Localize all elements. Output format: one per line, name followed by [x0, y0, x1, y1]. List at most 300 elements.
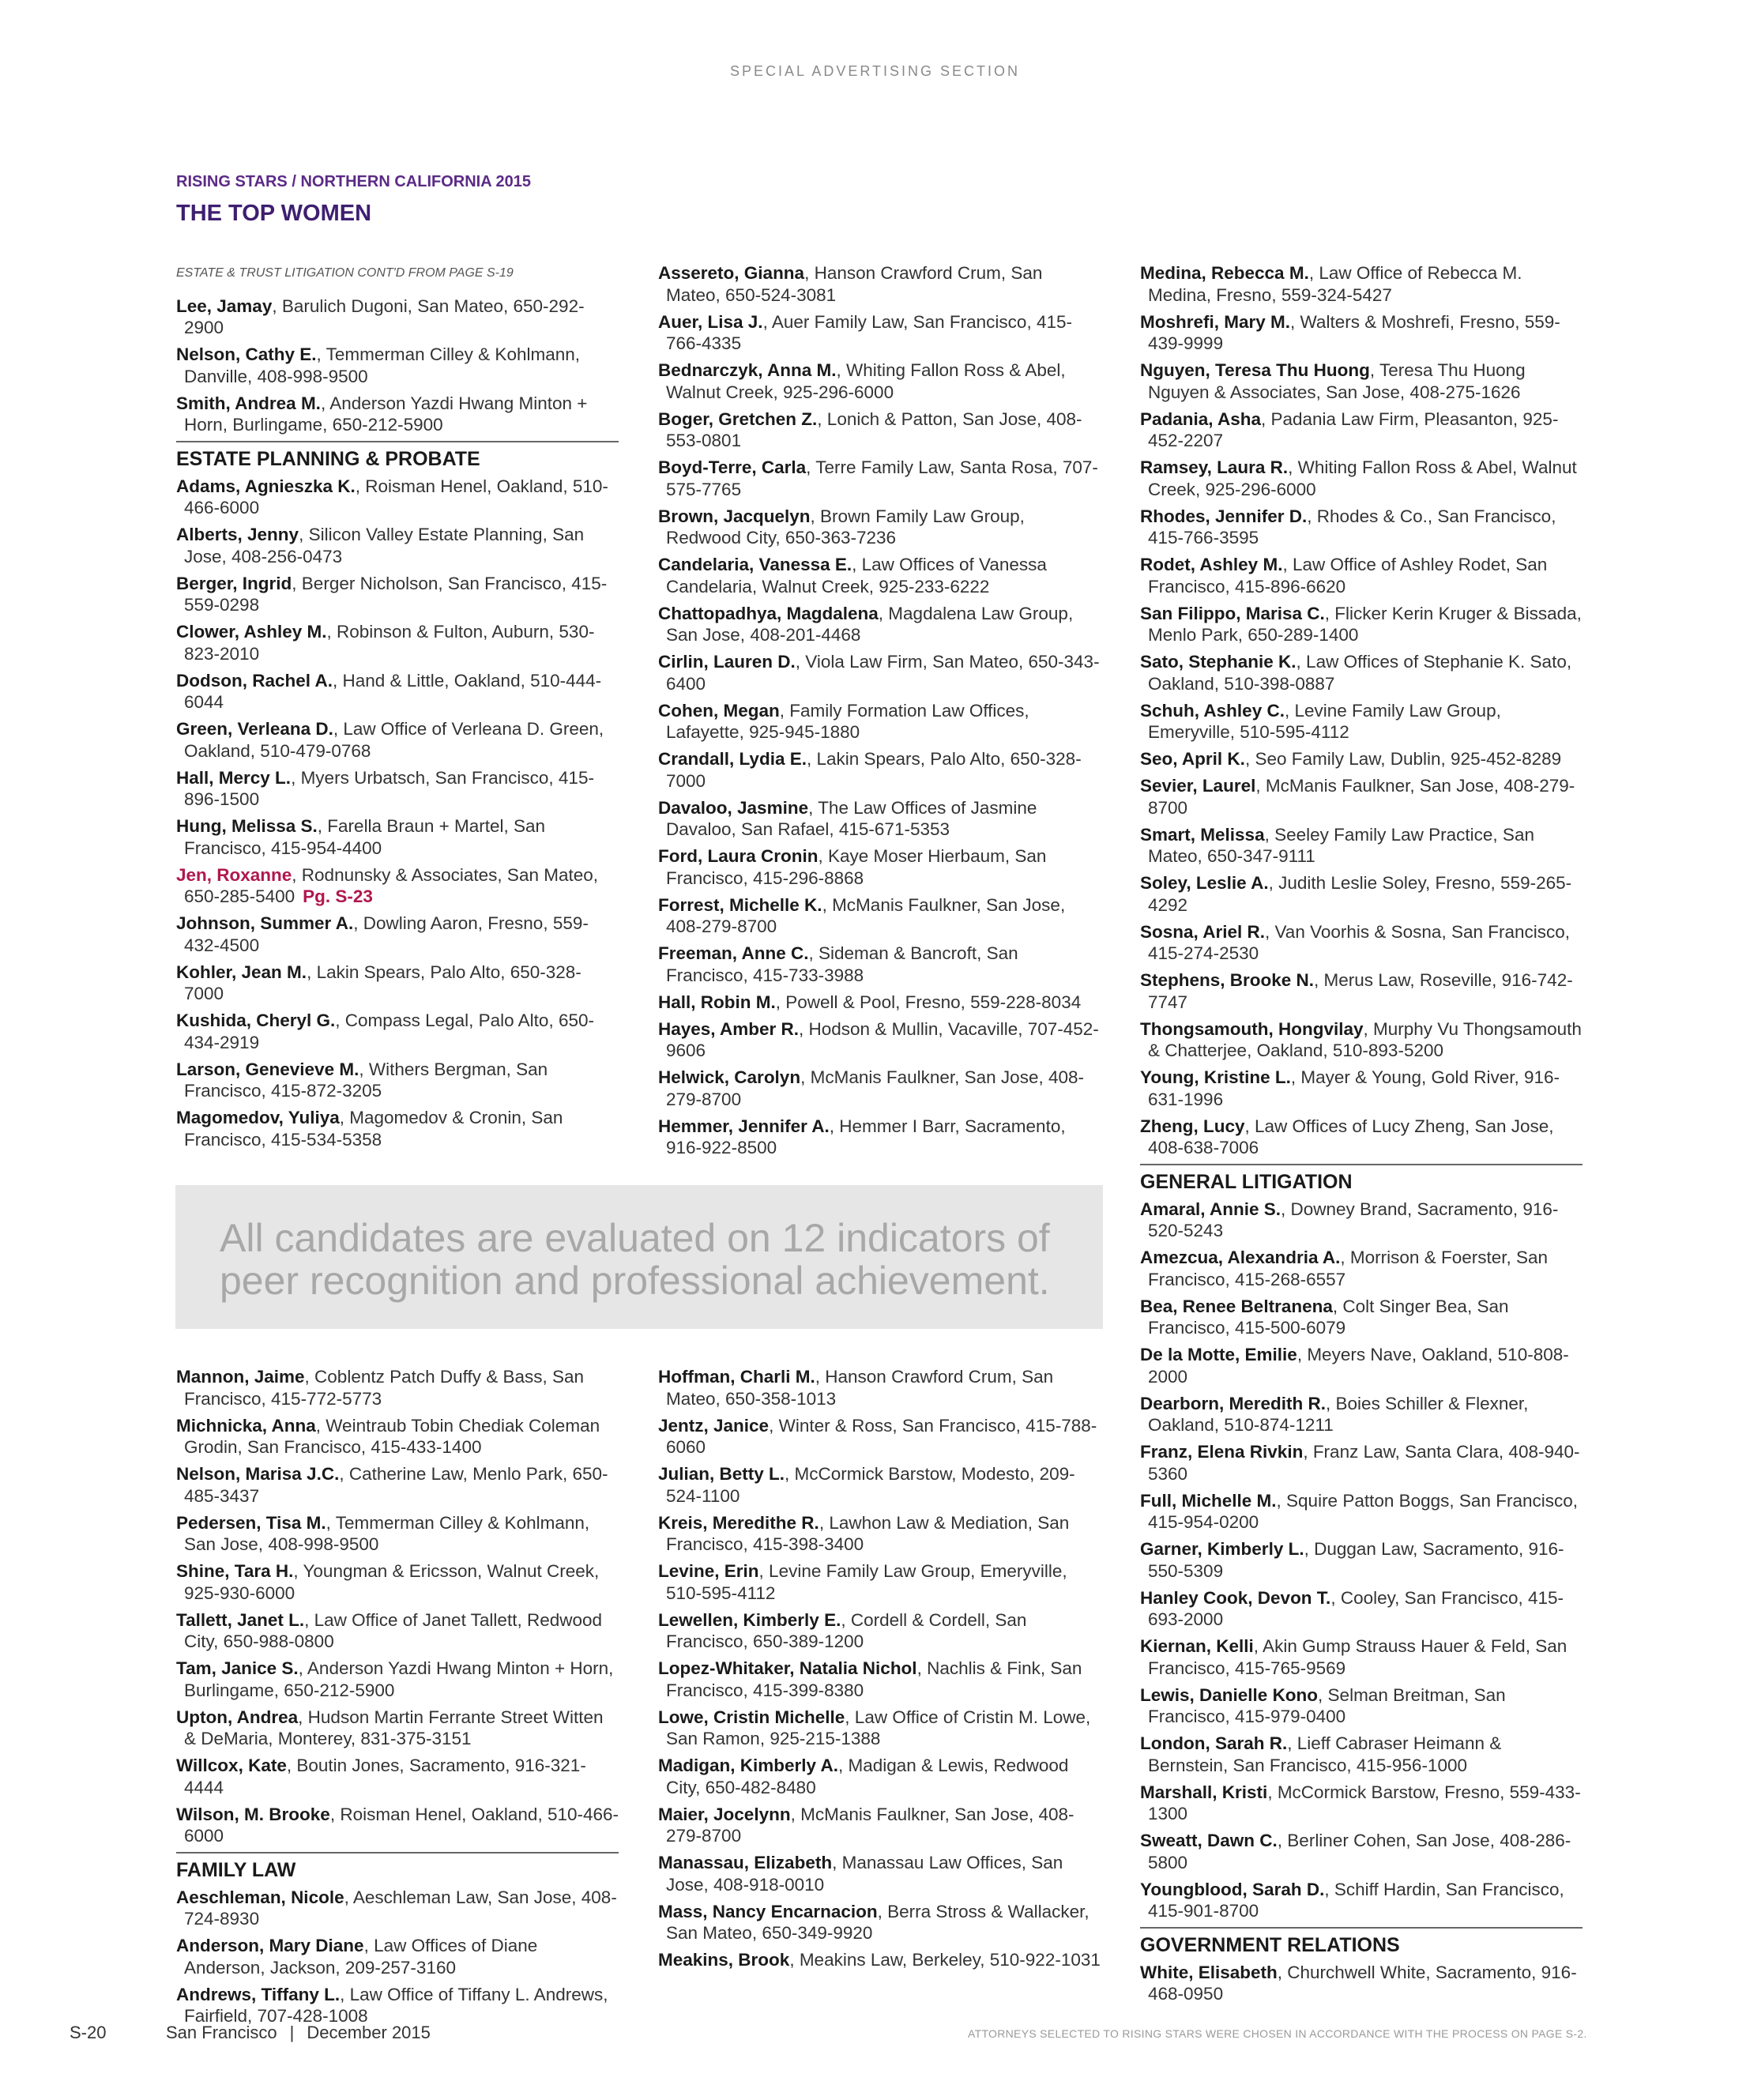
attorney-entry [658, 845, 1101, 889]
attorney-entry [1140, 1587, 1583, 1631]
attorney-entry [176, 1755, 619, 1798]
section-label: SPECIAL ADVERTISING SECTION [729, 63, 1021, 79]
attorney-entry [1140, 1490, 1583, 1534]
attorney-details: , Youngman & Ericsson, Walnut Creek, 925-930-6000 [184, 1561, 600, 1603]
attorney-name: Johnson, Summer A. [176, 913, 354, 933]
attorney-name: Rodet, Ashley M. [1140, 555, 1283, 574]
attorney-entry [176, 476, 619, 519]
attorney-entry [1140, 408, 1583, 452]
attorney-entry [1140, 651, 1583, 694]
attorney-details: , Law Office of Rebecca M. Medina, Fresno, 559-324-5427 [1148, 263, 1522, 305]
attorney-details: , Law Office of Verleana D. Green, Oakland, 510-479-0768 [184, 719, 604, 761]
attorney-details: , Winter & Ross, San Francisco, 415-788-6060 [666, 1415, 1097, 1457]
attorney-entry [658, 1560, 1101, 1604]
callout-text: All candidates are evaluated on 12 indicators of peer recognition and professional achievement. [220, 1216, 1050, 1303]
attorney-entry [176, 864, 619, 908]
attorney-details: , Duggan Law, Sacramento, 916-550-5309 [1148, 1539, 1564, 1581]
attorney-name: Jentz, Janice [658, 1415, 770, 1436]
attorney-details: , Auer Family Law, San Francisco, 415-766-4335 [666, 311, 1072, 353]
attorney-entry [1140, 824, 1583, 867]
attorney-details: , Aeschleman Law, San Jose, 408-724-8930 [184, 1887, 617, 1929]
attorney-name: Thongsamouth, Hongvilay [1140, 1018, 1364, 1039]
column-1 [176, 262, 619, 1156]
attorney-name: Boyd-Terre, Carla [658, 457, 807, 477]
attorney-details: , Rhodes & Co., San Francisco, 415-766-3595 [1148, 506, 1556, 548]
page-reference: Pg. S-23 [303, 886, 373, 906]
attorney-details: , McManis Faulkner, San Jose, 408-279-8700 [1148, 776, 1575, 818]
attorney-details: , McManis Faulkner, San Jose, 408-279-8700 [666, 1804, 1074, 1846]
attorney-details: , Compass Legal, Palo Alto, 650-434-2919 [184, 1010, 594, 1052]
attorney-name: De la Motte, Emilie [1140, 1345, 1297, 1364]
attorney-name: Nelson, Cathy E. [176, 344, 317, 364]
attorney-details: , Manassau Law Offices, San Jose, 408-918-0010 [666, 1853, 1063, 1895]
attorney-entry [1140, 311, 1583, 355]
attorney-details: , Hodson & Mullin, Vacaville, 707-452-9606 [666, 1018, 1099, 1060]
attorney-name: Larson, Genevieve M. [176, 1059, 359, 1079]
attorney-details: , Myers Urbatsch, San Francisco, 415-896-1500 [184, 767, 594, 809]
attorney-entry [1140, 1116, 1583, 1159]
attorney-entry [658, 262, 1101, 306]
attorney-entry [658, 700, 1101, 743]
attorney-name: Kushida, Cheryl G. [176, 1010, 336, 1030]
attorney-details: , Berra Stross & Wallacker, San Mateo, 650-349-9920 [666, 1901, 1090, 1943]
kicker-right: NORTHERN CALIFORNIA 2015 [300, 173, 531, 190]
attorney-entry [658, 748, 1101, 792]
attorney-details: , Dowling Aaron, Fresno, 559-432-4500 [184, 913, 589, 955]
attorney-name: Adams, Agnieszka K. [176, 476, 356, 496]
attorney-entry [1140, 1635, 1583, 1679]
attorney-entry [658, 554, 1101, 597]
attorney-name: Michnicka, Anna [176, 1415, 316, 1436]
attorney-entry [658, 506, 1101, 549]
attorney-name: Zheng, Lucy [1140, 1116, 1245, 1136]
attorney-entry [176, 573, 619, 616]
attorney-details: , Roisman Henel, Oakland, 510-466-6000 [184, 476, 608, 517]
attorney-entry [1140, 262, 1583, 306]
attorney-name: Hoffman, Charli M. [658, 1367, 815, 1387]
attorney-entry [658, 651, 1101, 694]
attorney-details: , Cooley, San Francisco, 415-693-2000 [1148, 1587, 1564, 1629]
attorney-entry [176, 524, 619, 567]
attorney-details: , Judith Leslie Soley, Fresno, 559-265-4292 [1148, 873, 1572, 915]
attorney-details: , Walters & Moshrefi, Fresno, 559-439-9999 [1148, 311, 1560, 353]
attorney-entry [658, 1949, 1101, 1971]
attorney-name: White, Elisabeth [1140, 1962, 1278, 1982]
attorney-details: , Nachlis & Fink, San Francisco, 415-399-8380 [666, 1658, 1082, 1700]
attorney-entry [658, 1512, 1101, 1556]
attorney-entry [658, 1852, 1101, 1895]
attorney-entry [1140, 1067, 1583, 1110]
attorney-name: Assereto, Gianna [658, 263, 805, 283]
attorney-details: , Lieff Cabraser Heimann & Bernstein, San Francisco, 415-956-1000 [1148, 1733, 1502, 1775]
attorney-details: , Magomedov & Cronin, San Francisco, 415-534-5358 [184, 1108, 563, 1150]
attorney-details: , Anderson Yazdi Hwang Minton + Horn, Burlingame, 650-212-5900 [184, 1658, 614, 1700]
attorney-entry [658, 1415, 1101, 1458]
attorney-details: , Lonich & Patton, San Jose, 408-553-0801 [666, 408, 1082, 450]
attorney-entry [1140, 554, 1583, 597]
attorney-entry [658, 1018, 1101, 1062]
attorney-name: Willcox, Kate [176, 1756, 287, 1775]
attorney-entry [1140, 748, 1583, 770]
attorney-details: , Berliner Cohen, San Jose, 408-286-5800 [1148, 1831, 1571, 1872]
attorney-entry [176, 393, 619, 436]
attorney-name: San Filippo, Marisa C. [1140, 603, 1325, 623]
attorney-details: , Boutin Jones, Sacramento, 916-321-4444 [184, 1756, 586, 1797]
column-5 [658, 1366, 1101, 1976]
attorney-entry [658, 1755, 1101, 1798]
attorney-entry [1140, 1441, 1583, 1485]
attorney-name: Garner, Kimberly L. [1140, 1539, 1304, 1559]
attorney-details: , Weintraub Tobin Chediak Coleman Grodin, San Francisco, 415-433-1400 [184, 1415, 600, 1457]
attorney-details: , Meyers Nave, Oakland, 510-808-2000 [1148, 1345, 1569, 1387]
attorney-entry [176, 1560, 619, 1604]
attorney-entry [176, 1366, 619, 1409]
attorney-name: Levine, Erin [658, 1561, 759, 1581]
attorney-entry [658, 943, 1101, 986]
attorney-details: , Law Offices of Diane Anderson, Jackson, 209-257-3160 [184, 1936, 538, 1978]
attorney-name: Magomedov, Yuliya [176, 1108, 340, 1127]
attorney-name: Ramsey, Laura R. [1140, 457, 1289, 477]
attorney-name: Nelson, Marisa J.C. [176, 1464, 340, 1484]
attorney-name: Aeschleman, Nicole [176, 1887, 344, 1907]
attorney-entry [176, 1107, 619, 1150]
attorney-entry [658, 797, 1101, 841]
attorney-details: , Akin Gump Strauss Hauer & Feld, San Francisco, 415-765-9569 [1148, 1636, 1567, 1678]
attorney-name: Lewellen, Kimberly E. [658, 1609, 841, 1630]
attorney-name: Rhodes, Jennifer D. [1140, 506, 1308, 526]
attorney-entry [658, 1901, 1101, 1944]
attorney-details: , Coblentz Patch Duffy & Bass, San Francisco, 415-772-5773 [184, 1367, 585, 1409]
attorney-details: , Whiting Fallon Ross & Abel, Walnut Creek, 925-296-6000 [1148, 457, 1577, 499]
attorney-entry [1140, 775, 1583, 819]
attorney-name: Cohen, Megan [658, 700, 780, 721]
attorney-entry [176, 295, 619, 339]
attorney-name: Soley, Leslie A. [1140, 873, 1269, 893]
attorney-details: , Whiting Fallon Ross & Abel, Walnut Creek, 925-296-6000 [666, 360, 1066, 402]
attorney-details: , Farella Braun + Martel, San Francisco, 415-954-4400 [184, 816, 546, 858]
attorney-entry [658, 1366, 1101, 1409]
attorney-entry [1140, 1830, 1583, 1873]
attorney-entry [176, 1059, 619, 1102]
attorney-entry [176, 1415, 619, 1458]
attorney-entry [1140, 1199, 1583, 1242]
attorney-name: Pedersen, Tisa M. [176, 1512, 326, 1533]
attorney-name: Sweatt, Dawn C. [1140, 1831, 1278, 1850]
attorney-name: Amezcua, Alexandria A. [1140, 1248, 1341, 1267]
attorney-details: , Law Office of Cristin M. Lowe, San Ramon, 925-215-1388 [666, 1707, 1091, 1748]
attorney-details: , Lakin Spears, Palo Alto, 650-328-7000 [666, 749, 1082, 791]
attorney-name: Julian, Betty L. [658, 1464, 785, 1484]
attorney-entry [1140, 1018, 1583, 1062]
attorney-details: , Brown Family Law Group, Redwood City, 650-363-7236 [666, 506, 1025, 548]
attorney-entry [1140, 1344, 1583, 1387]
attorney-details: , Levine Family Law Group, Emeryville, 510-595-4112 [666, 1561, 1067, 1603]
attorney-name: Marshall, Kristi [1140, 1782, 1268, 1802]
attorney-details: , Law Offices of Lucy Zheng, San Jose, 408-638-7006 [1148, 1116, 1554, 1157]
attorney-entry [1140, 1782, 1583, 1825]
attorney-name: Smart, Melissa [1140, 824, 1265, 845]
attorney-entry [1140, 1879, 1583, 1922]
attorney-details: , Temmerman Cilley & Kohlmann, San Jose, 408-998-9500 [184, 1512, 590, 1554]
attorney-details: , Cordell & Cordell, San Francisco, 650-389-1200 [666, 1609, 1027, 1651]
attorney-name: Sato, Stephanie K. [1140, 652, 1297, 672]
attorney-details: , Lawhon Law & Mediation, San Francisco, 415-398-3400 [666, 1512, 1070, 1554]
attorney-details: , Hudson Martin Ferrante Street Witten & DeMaria, Monterey, 831-375-3151 [184, 1707, 604, 1748]
attorney-name: Seo, April K. [1140, 749, 1245, 769]
attorney-name: Clower, Ashley M. [176, 622, 327, 642]
attorney-entry [1140, 1393, 1583, 1436]
attorney-entry [658, 1463, 1101, 1507]
attorney-details: , Family Formation Law Offices, Lafayette, 925-945-1880 [666, 700, 1029, 742]
attorney-details: , Law Offices of Stephanie K. Sato, Oakland, 510-398-0887 [1148, 652, 1572, 694]
attorney-entry [176, 962, 619, 1005]
attorney-name: Medina, Rebecca M. [1140, 263, 1309, 283]
attorney-details: , Seo Family Law, Dublin, 925-452-8289 [1244, 749, 1562, 769]
attorney-entry [658, 1804, 1101, 1847]
attorney-name: Auer, Lisa J. [658, 311, 763, 332]
attorney-entry [1140, 969, 1583, 1013]
continued-note: ESTATE & TRUST LITIGATION CONT'D FROM PAGE S-19 [176, 266, 514, 280]
page-title: THE TOP WOMEN [176, 201, 372, 226]
attorney-entry [658, 603, 1101, 646]
attorney-name: Kohler, Jean M. [176, 962, 307, 982]
attorney-entry [176, 621, 619, 664]
attorney-name: Meakins, Brook [658, 1950, 790, 1970]
attorney-details: , Roisman Henel, Oakland, 510-466-6000 [184, 1804, 619, 1846]
section-heading: GOVERNMENT RELATIONS [1140, 1927, 1583, 1962]
attorney-entry [1140, 1733, 1583, 1776]
kicker-slash: / [292, 173, 296, 190]
attorney-entry [176, 1609, 619, 1653]
attorney-details: , Seeley Family Law Practice, San Mateo, 650-347-9111 [1148, 824, 1534, 866]
publication-name: San Francisco [166, 2023, 277, 2042]
attorney-name: Lewis, Danielle Kono [1140, 1684, 1319, 1705]
attorney-details: , Anderson Yazdi Hwang Minton + Horn, Burlingame, 650-212-5900 [184, 393, 588, 435]
attorney-name: Anderson, Mary Diane [176, 1936, 364, 1955]
attorney-details: , Padania Law Firm, Pleasanton, 925-452-2207 [1148, 408, 1559, 450]
attorney-entry [1140, 359, 1583, 403]
attorney-details: , Viola Law Firm, San Mateo, 650-343-6400 [666, 652, 1100, 694]
attorney-name: Franz, Elena Rivkin [1140, 1442, 1304, 1462]
attorney-details: , Law Offices of Vanessa Candelaria, Walnut Creek, 925-233-6222 [666, 555, 1047, 597]
attorney-entry [658, 457, 1101, 500]
attorney-details: , Selman Breitman, San Francisco, 415-979-0400 [1148, 1684, 1506, 1726]
attorney-entry [176, 344, 619, 387]
attorney-details: , Hand & Little, Oakland, 510-444-6044 [184, 670, 602, 712]
attorney-name: Nguyen, Teresa Thu Huong [1140, 360, 1370, 380]
attorney-name: Stephens, Brooke N. [1140, 970, 1315, 990]
attorney-details: , Hanson Crawford Crum, San Mateo, 650-524-3081 [666, 263, 1043, 305]
attorney-entry [176, 1707, 619, 1750]
attorney-entry [1140, 603, 1583, 646]
attorney-details: , McManis Faulkner, San Jose, 408-279-8700 [666, 894, 1066, 936]
attorney-entry [176, 1804, 619, 1847]
attorney-name: Hemmer, Jennifer A. [658, 1116, 830, 1136]
attorney-details: , Morrison & Foerster, San Francisco, 415-268-6557 [1148, 1248, 1549, 1289]
attorney-details: , Terre Family Law, Santa Rosa, 707-575-7765 [666, 457, 1098, 499]
publication-info [166, 2023, 431, 2043]
attorney-name: Mass, Nancy Encarnacion [658, 1901, 878, 1921]
attorney-name: Maier, Jocelynn [658, 1804, 791, 1824]
attorney-name: Cirlin, Lauren D. [658, 652, 796, 672]
attorney-entry [658, 1658, 1101, 1701]
attorney-entry [176, 718, 619, 762]
attorney-name: Hayes, Amber R. [658, 1018, 799, 1039]
attorney-details: , Murphy Vu Thongsamouth & Chatterjee, Oakland, 510-893-5200 [1148, 1018, 1582, 1060]
attorney-name: Chattopadhya, Magdalena [658, 603, 879, 623]
attorney-entry [658, 1609, 1101, 1653]
attorney-name: Bea, Renee Beltranena [1140, 1296, 1333, 1316]
attorney-name: Hung, Melissa S. [176, 816, 318, 836]
attorney-entry [658, 359, 1101, 403]
attorney-details: , Franz Law, Santa Clara, 408-940-5360 [1148, 1442, 1580, 1484]
attorney-name: Amaral, Annie S. [1140, 1199, 1281, 1219]
attorney-details: , Meakins Law, Berkeley, 510-922-1031 [789, 1950, 1101, 1970]
callout-box [175, 1185, 1103, 1329]
attorney-name: Brown, Jacquelyn [658, 506, 811, 526]
attorney-details: , Law Office of Janet Tallett, Redwood City, 650-988-0800 [184, 1609, 603, 1651]
attorney-entry [658, 894, 1101, 938]
attorney-name: Hall, Mercy L. [176, 767, 292, 788]
attorney-details: , Law Office of Tiffany L. Andrews, Fairfield, 707-428-1008 [184, 1984, 608, 2026]
attorney-details: , Robinson & Fulton, Auburn, 530-823-2010 [184, 622, 595, 664]
attorney-name: Sosna, Ariel R. [1140, 921, 1265, 942]
attorney-details: , Law Office of Ashley Rodet, San Francisco, 415-896-6620 [1148, 555, 1548, 597]
attorney-name: Forrest, Michelle K. [658, 894, 822, 915]
attorney-details: , Squire Patton Boggs, San Francisco, 415-954-0200 [1148, 1490, 1578, 1532]
attorney-name: Boger, Gretchen Z. [658, 408, 818, 429]
attorney-entry [176, 815, 619, 859]
attorney-name: Shine, Tara H. [176, 1561, 294, 1581]
attorney-details: , Berger Nicholson, San Francisco, 415-559-0298 [184, 573, 608, 615]
attorney-name: Lee, Jamay [176, 295, 273, 316]
attorney-name: Padania, Asha [1140, 408, 1261, 429]
attorney-name: Youngblood, Sarah D. [1140, 1879, 1325, 1899]
attorney-details: , Silicon Valley Estate Planning, San Jose, 408-256-0473 [184, 525, 585, 566]
attorney-details: , McCormick Barstow, Fresno, 559-433-1300 [1148, 1782, 1581, 1823]
attorney-entry [1140, 921, 1583, 965]
attorney-entry [1140, 1684, 1583, 1728]
attorney-details: , Flicker Kerin Kruger & Bissada, Menlo Park, 650-289-1400 [1148, 603, 1582, 645]
attorney-name: Hanley Cook, Devon T. [1140, 1587, 1331, 1608]
attorney-entry [176, 1984, 619, 2027]
column-2 [658, 262, 1101, 1164]
attorney-name: Berger, Ingrid [176, 573, 292, 593]
attorney-name: Manassau, Elizabeth [658, 1853, 833, 1872]
issue-date: December 2015 [307, 2023, 431, 2042]
attorney-name: Hall, Robin M. [658, 992, 776, 1012]
attorney-details: , McManis Faulkner, San Jose, 408-279-8700 [666, 1067, 1084, 1109]
attorney-details: , Hanson Crawford Crum, San Mateo, 650-358-1013 [666, 1367, 1054, 1409]
attorney-name: Wilson, M. Brooke [176, 1804, 330, 1824]
attorney-name: Bednarczyk, Anna M. [658, 360, 837, 380]
attorney-details: , The Law Offices of Jasmine Davaloo, San Rafael, 415-671-5353 [666, 797, 1037, 839]
attorney-name: Lopez-Whitaker, Natalia Nichol [658, 1658, 917, 1678]
attorney-entry [1140, 700, 1583, 743]
attorney-name: Upton, Andrea [176, 1707, 299, 1727]
attorney-details: , Merus Law, Roseville, 916-742-7747 [1148, 970, 1573, 1012]
attorney-entry [1140, 457, 1583, 500]
attorney-entry [1140, 1538, 1583, 1582]
attorney-details: , Barulich Dugoni, San Mateo, 650-292-2900 [184, 295, 585, 337]
attorney-details: , Colt Singer Bea, San Francisco, 415-500-6079 [1148, 1296, 1509, 1338]
attorney-name: Crandall, Lydia E. [658, 749, 807, 769]
attorney-name: Full, Michelle M. [1140, 1490, 1277, 1511]
attorney-details: , Catherine Law, Menlo Park, 650-485-3437 [184, 1464, 608, 1506]
attorney-entry [176, 1887, 619, 1930]
attorney-name: Kiernan, Kelli [1140, 1636, 1254, 1656]
attorney-details: , Rodnunsky & Associates, San Mateo, 650-285-5400 [184, 864, 599, 906]
attorney-name: Schuh, Ashley C. [1140, 700, 1285, 721]
attorney-entry [176, 1935, 619, 1978]
attorney-details: , Powell & Pool, Fresno, 559-228-8034 [775, 992, 1082, 1012]
attorney-name: Andrews, Tiffany L. [176, 1984, 341, 2004]
attorney-name: Alberts, Jenny [176, 525, 299, 544]
attorney-details: , Teresa Thu Huong Nguyen & Associates, San Jose, 408-275-1626 [1148, 360, 1526, 402]
attorney-name: Dodson, Rachel A. [176, 670, 333, 691]
attorney-details: , Magdalena Law Group, San Jose, 408-201-4468 [666, 603, 1074, 645]
footer-disclaimer: ATTORNEYS SELECTED TO RISING STARS WERE CHOSEN IN ACCORDANCE WITH THE PROCESS ON PAGE S-2. [968, 2027, 1587, 2040]
attorney-entry [1140, 872, 1583, 916]
attorney-name: Tam, Janice S. [176, 1658, 299, 1678]
section-heading: GENERAL LITIGATION [1140, 1164, 1583, 1199]
attorney-entry [1140, 1296, 1583, 1339]
attorney-name: Lowe, Cristin Michelle [658, 1707, 845, 1727]
attorney-details: , Schiff Hardin, San Francisco, 415-901-8700 [1148, 1879, 1564, 1921]
attorney-name: London, Sarah R. [1140, 1733, 1288, 1753]
attorney-entry [176, 767, 619, 811]
attorney-entry [658, 992, 1101, 1014]
attorney-entry [176, 1512, 619, 1556]
page-number: S-20 [70, 2023, 107, 2042]
attorney-entry [176, 670, 619, 713]
attorney-details: , Boies Schiller & Flexner, Oakland, 510-874-1211 [1148, 1393, 1529, 1435]
attorney-entry [658, 1067, 1101, 1110]
attorney-entry [1140, 1962, 1583, 2005]
attorney-details: , Mayer & Young, Gold River, 916-631-1996 [1148, 1067, 1560, 1109]
attorney-name: Freeman, Anne C. [658, 943, 809, 963]
column-4 [176, 1366, 619, 2032]
attorney-name: Dearborn, Meredith R. [1140, 1393, 1327, 1413]
attorney-name: Green, Verleana D. [176, 719, 333, 739]
attorney-entry [1140, 506, 1583, 549]
attorney-entry [176, 1463, 619, 1507]
section-heading: ESTATE PLANNING & PROBATE [176, 441, 619, 476]
attorney-name: Moshrefi, Mary M. [1140, 311, 1291, 332]
attorney-details: , Withers Bergman, San Francisco, 415-872-3205 [184, 1059, 548, 1101]
attorney-details: , Hemmer I Barr, Sacramento, 916-922-8500 [666, 1116, 1066, 1157]
attorney-entry [176, 913, 619, 956]
attorney-name: Kreis, Meredithe R. [658, 1512, 819, 1533]
attorney-name: Ford, Laura Cronin [658, 846, 819, 866]
attorney-details: , Temmerman Cilley & Kohlmann, Danville, 408-998-9500 [184, 344, 581, 386]
attorney-details: , Sideman & Bancroft, San Francisco, 415-733-3988 [666, 943, 1018, 985]
attorney-name: Sevier, Laurel [1140, 776, 1256, 796]
attorney-name: Smith, Andrea M. [176, 393, 321, 413]
attorney-details: , Van Voorhis & Sosna, San Francisco, 415-274-2530 [1148, 921, 1571, 963]
attorney-name: Mannon, Jaime [176, 1367, 305, 1387]
attorney-entry [176, 1658, 619, 1701]
attorney-name: Madigan, Kimberly A. [658, 1756, 838, 1775]
attorney-details: , Madigan & Lewis, Redwood City, 650-482-8480 [666, 1756, 1069, 1797]
kicker-left: RISING STARS [176, 173, 288, 190]
attorney-name: Candelaria, Vanessa E. [658, 555, 852, 574]
attorney-entry [658, 311, 1101, 355]
attorney-name: Helwick, Carolyn [658, 1067, 801, 1087]
attorney-entry [176, 1010, 619, 1053]
attorney-details: , Kaye Moser Hierbaum, San Francisco, 415-296-8868 [666, 846, 1047, 888]
attorney-details: , Lakin Spears, Palo Alto, 650-328-7000 [184, 962, 581, 1003]
